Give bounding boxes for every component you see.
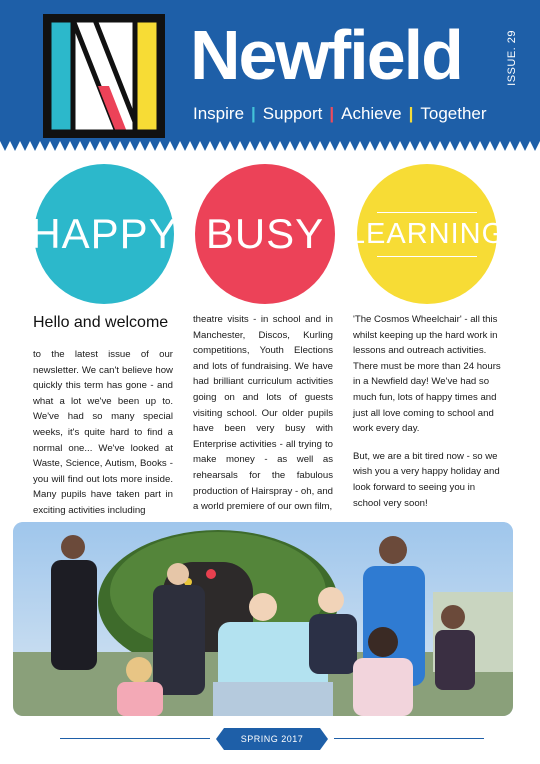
footer-rule-right [334, 738, 484, 739]
tagline-divider: | [329, 104, 335, 123]
tagline-word: Inspire [193, 104, 245, 123]
learning-rule-bottom [377, 256, 477, 257]
busy-label: BUSY [205, 210, 325, 257]
article-column-3 [353, 312, 505, 511]
article-column-1 [33, 347, 173, 519]
tagline-word: Support [262, 104, 323, 123]
article-text: to the latest issue of our newsletter. We can't believe how quickly this term has gone - and what a lot we've been up to. We've had so many special weeks, it's quite hard to find a normal one... We've looked at Waste, Science, Autism, Books - you will find out lots more inside. Many pupils have taken part in exciting activities including [33, 349, 173, 516]
busy-circle [195, 164, 335, 304]
learning-rule-top [377, 212, 477, 213]
learning-circle [348, 164, 506, 304]
pupils-photo [13, 522, 513, 716]
article-text: But, we are a bit tired now - so we wish you a very happy holiday and look forward to seeing you in school very soon! [353, 450, 500, 509]
group-photo-illustration [13, 522, 513, 716]
happy-label: HAPPY [30, 210, 178, 257]
zigzag-edge [0, 139, 540, 153]
article-heading: Hello and welcome [33, 314, 169, 331]
masthead [0, 0, 540, 140]
newfield-logo [43, 14, 165, 138]
season-label: SPRING 2017 [240, 734, 304, 744]
tagline-word: Achieve [341, 104, 402, 123]
happy-circle [30, 164, 178, 304]
tagline-word: Together [420, 104, 487, 123]
masthead-title: Newfield [190, 16, 462, 94]
issue-number: ISSUE. 29 [506, 30, 518, 86]
article-column-2 [193, 312, 333, 515]
article-text: 'The Cosmos Wheelchair' - all this whilst keeping up the hard work in lessons and outreach activities. There must be more than 24 hours in a Newfield day! We've had so much fun, lots of happy times and just all love coming to school and work every day. [353, 314, 501, 435]
tagline-divider: | [408, 104, 414, 123]
learning-label: LEARNING [348, 217, 506, 250]
article-text: theatre visits - in school and in Manchester, Discos, Kurling competitions, Youth Elections and lots of fundraising. We have had brilliant curriculum activities going on and lots of guests visiting school. Our older pupils have been very busy with Enterprise activities - all trying to make money - as well as rehearsals for the fabulous production of Hairspray - oh, and a world premiere of our own film, [193, 314, 333, 513]
season-banner [224, 728, 320, 750]
masthead-tagline [193, 104, 487, 124]
footer-rule-left [60, 738, 210, 739]
tagline-divider: | [251, 104, 256, 123]
